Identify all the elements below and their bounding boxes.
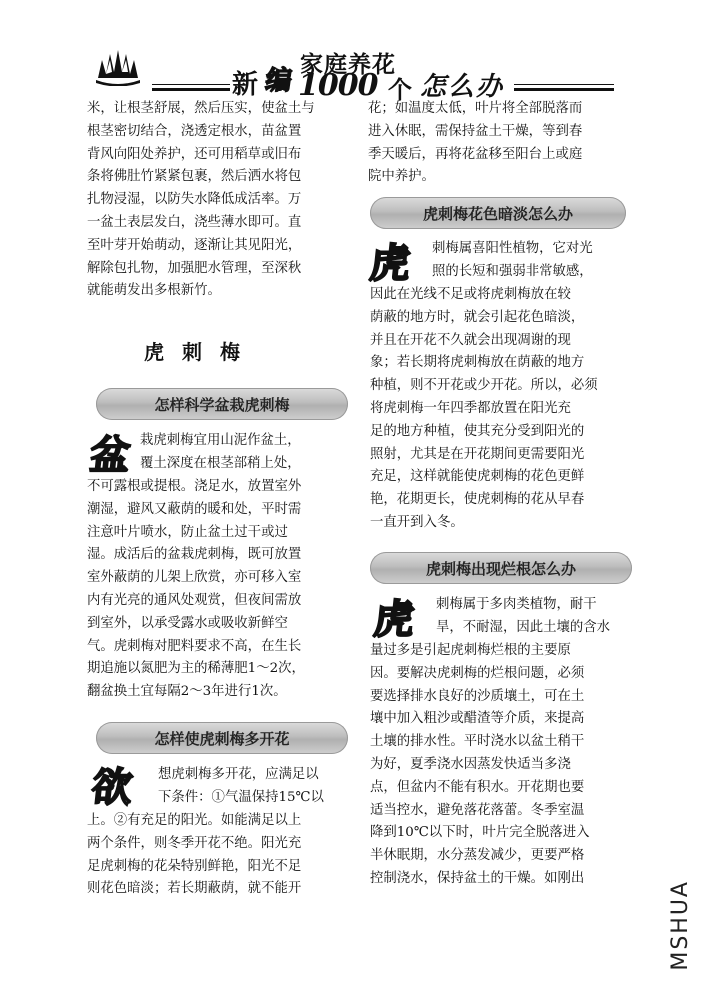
text-line: 刺梅属于多肉类植物，耐干 [436,597,597,612]
text-line: 半休眠期，水分蒸发减少，更要严格 [370,848,585,864]
article-title-banner: 怎样科学盆栽虎刺梅 [96,388,348,420]
text-line: 院中养护。 [368,169,435,185]
text-line: 将虎刺梅一年四季都放置在阳光充 [370,400,571,416]
article-1-lines-b [87,476,357,704]
article-2-lines-b [87,810,357,901]
text-line: 降到10℃以下时，叶片完全脱落进入 [370,825,590,841]
article-4-lines-a [436,594,638,640]
header-number: 1000 [298,68,378,103]
text-line: 解除包扎物，加强肥水管理，至深秋 [87,260,302,276]
text-line: 气。虎刺梅对肥料要求不高，在生长 [87,638,302,654]
text-line: 潮湿，避风又蔽荫的暖和处，平时需 [87,501,302,517]
text-line: 要选择排水良好的沙质壤土，可在土 [370,688,585,704]
lotus-logo-icon [96,48,140,86]
text-line: 注意叶片喷水，防止盆土过干或过 [87,524,288,540]
text-line: 不可露根或提根。浇足水，放置室外 [87,479,302,494]
text-line: 充足，这样就能使虎刺梅的花色更鲜 [370,469,585,485]
text-line: 则花色暗淡；若长期蔽荫，就不能开 [87,881,302,897]
article-1-lines-a [140,430,355,476]
text-line: 适当控水，避免落花落蕾。冬季室温 [370,802,585,818]
article-title-banner: 虎刺梅出现烂根怎么办 [370,552,632,584]
text-line: 上。②有充足的阳光。如能满足以上 [87,813,302,828]
text-line: 就能萌发出多根新竹。 [87,283,221,299]
header-rule [152,88,230,91]
text-line: 花；如温度太低，叶片将全部脱落而 [368,101,583,116]
text-line: 一盆土表层发白，浇些薄水即可。直 [87,214,302,230]
article-3-lines-b [370,284,638,535]
text-line: 翻盆换土宜每隔2～3年进行1次。 [87,684,287,700]
header-rule [514,88,614,91]
text-line: 扎物浸湿，以防失水降低成活率。万 [87,192,302,208]
text-line: 刺梅属喜阳性植物，它对光 [432,241,593,256]
text-line: 条将佛肚竹紧紧包裹，然后洒水将包 [87,169,302,185]
text-line: 点，但盆内不能有积水。开花期也要 [370,779,585,795]
text-line: 足虎刺梅的花朵特别鲜艳，阳光不足 [87,858,302,874]
text-line: 进入休眠，需保持盆土干燥，等到春 [368,123,583,139]
text-line: 种植，则不开花或少开花。所以，必须 [370,378,598,394]
text-line: 照射，尤其是在开花期间更需要阳光 [370,446,585,462]
text-line: 湿。成活后的盆栽虎刺梅，既可放置 [87,547,302,563]
text-line: 期追施以氮肥为主的稀薄肥1～2次， [87,661,305,677]
header-ge: 个 [388,75,412,104]
article-4-lines-b [370,640,638,891]
text-line: 背风向阳处养护，还可用稻草或旧布 [87,146,302,162]
text-line: 一直开到入冬。 [370,514,464,530]
text-line: 旱，不耐湿，因此土壤的含水 [436,619,611,635]
text-line: 照的长短和强弱非常敏感， [432,263,593,279]
header-xin: 新 [232,70,259,100]
text-line: 米，让根茎舒展，然后压实，使盆土与 [87,101,315,116]
text-line: 控制浇水，保持盆土的干燥。如刚出 [370,870,585,886]
text-line: 量过多是引起虎刺梅烂根的主要原 [370,643,571,658]
text-line: 栽虎刺梅宜用山泥作盆土， [140,433,301,448]
text-line: 因此在光线不足或将虎刺梅放在较 [370,287,571,302]
text-line: 下条件：①气温保持15℃以 [158,789,324,805]
text-line: 根茎密切结合，浇透定根水，苗盆置 [87,123,302,139]
text-line: 荫蔽的地方时，就会引起花色暗淡， [370,309,585,325]
text-line: 想虎刺梅多开花，应满足以 [158,767,319,782]
article-title-banner: 虎刺梅花色暗淡怎么办 [370,197,626,229]
text-line: 土壤的排水性。平时浇水以盆土稍干 [370,734,585,750]
article-title-banner: 怎样使虎刺梅多开花 [96,722,348,754]
text-line: 因。要解决虎刺梅的烂根问题，必须 [370,665,585,681]
header-rule [152,84,230,85]
text-line: 内有光亮的通风处观赏，但夜间需放 [87,592,302,608]
header-zen: 怎么办 [420,72,505,102]
dropcap: 欲 [89,765,135,811]
text-line: 两个条件，则冬季开花不绝。阳光充 [87,835,302,851]
header-rule [514,84,614,85]
dropcap: 虎 [371,597,417,643]
dropcap: 虎 [367,241,413,287]
article-3-lines-a [432,238,637,284]
text-line: 艳，花期更长，使虎刺梅的花从早春 [370,492,585,508]
text-line: 覆土深度在根茎部稍上处， [140,455,301,471]
text-line: 室外蔽荫的儿架上欣赏，亦可移入室 [87,570,302,586]
left-intro-paragraph [87,98,349,303]
right-intro-paragraph [368,98,638,189]
section-title: 虎刺梅 [144,340,258,364]
header-top-text: 家庭养花 [300,51,396,78]
text-line: 至叶芽开始萌动，逐渐让其见阳光， [87,237,302,253]
text-line: 为好，夏季浇水因蒸发快适当多浇 [370,756,571,772]
header-bian: 编 [263,66,294,96]
dropcap: 盆 [87,433,133,479]
text-line: 并且在开花不久就会出现凋谢的现 [370,332,571,348]
text-line: 到室外，以承受露水或吸收新鲜空 [87,615,288,631]
watermark: MSHUA [668,880,693,971]
article-2-lines-a [158,764,358,810]
text-line: 季天暖后，再将花盆移至阳台上或庭 [368,146,583,162]
text-line: 足的地方种植，使其充分受到阳光的 [370,423,585,439]
text-line: 象；若长期将虎刺梅放在荫蔽的地方 [370,355,585,371]
text-line: 壤中加入粗沙或醋渣等介质，来提高 [370,711,585,727]
